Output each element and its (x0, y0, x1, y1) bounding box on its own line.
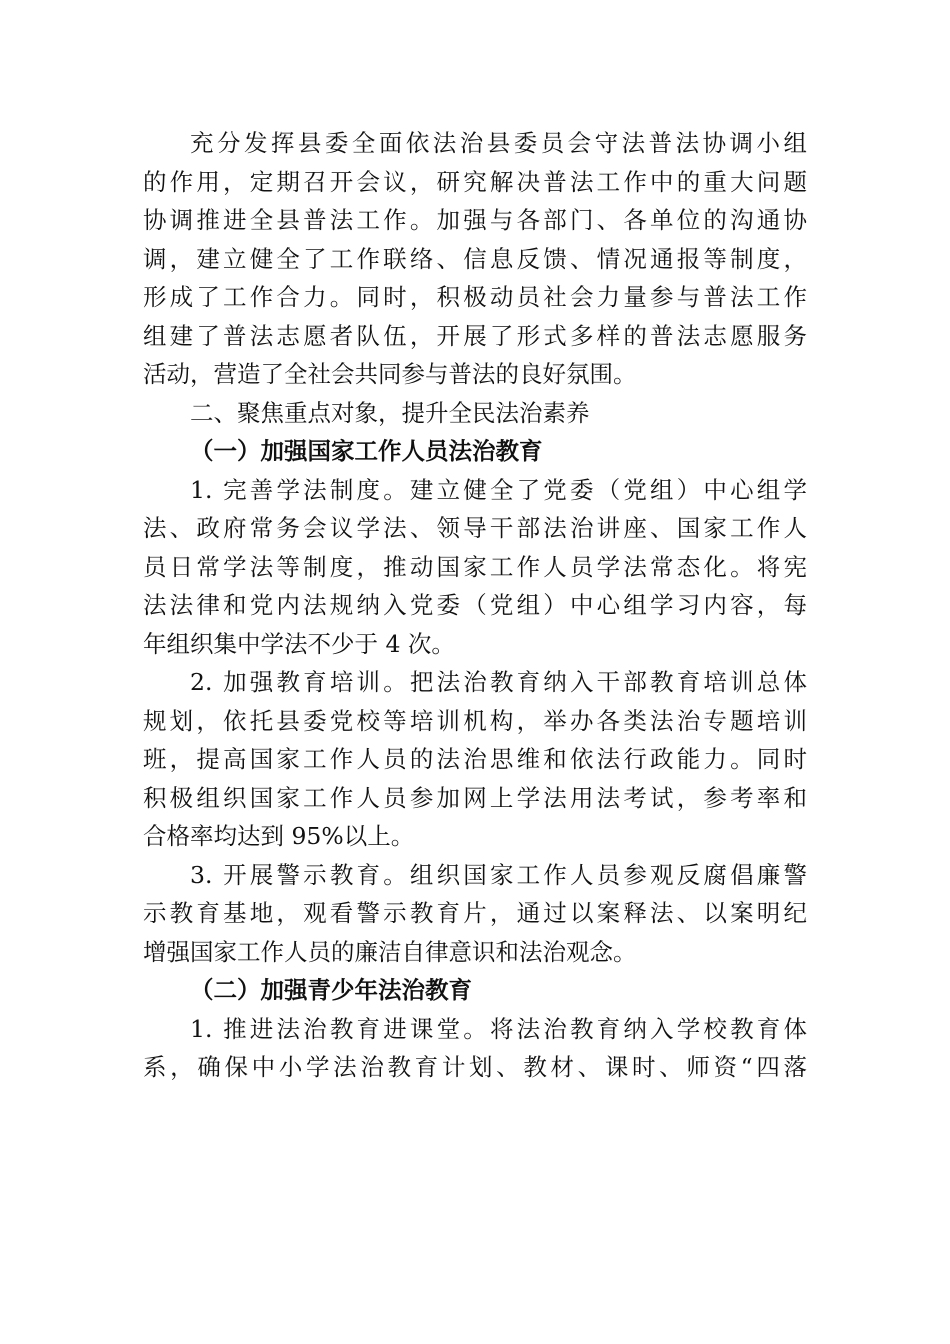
text-line: 法、政府常务会议学法、领导干部法治讲座、国家工作人 (143, 514, 807, 542)
text-line: 协调推进全县普法工作。加强与各部门、各单位的沟通协 (143, 206, 807, 234)
text-line: 班，提高国家工作人员的法治思维和依法行政能力。同时 (143, 745, 807, 773)
text-line: 示教育基地，观看警示教育片，通过以案释法、以案明纪 (143, 899, 807, 927)
text-line: 1. 推进法治教育进课堂。将法治教育纳入学校教育体 (190, 1014, 807, 1043)
text-line: 规划，依托县委党校等培训机构，举办各类法治专题培训 (143, 706, 807, 735)
text-line: 二、聚焦重点对象，提升全民法治素养 (190, 398, 590, 427)
text-line: 增强国家工作人员的廉洁自律意识和法治观念。 (143, 937, 637, 966)
text-line: 合格率均达到 95%以上。 (143, 822, 415, 850)
text-line: 法法律和党内法规纳入党委（党组）中心组学习内容，每 (143, 591, 807, 619)
text-line: 充分发挥县委全面依法治县委员会守法普法协调小组 (190, 129, 807, 157)
section-heading: （一）加强国家工作人员法治教育 (190, 437, 543, 465)
text-line: 3. 开展警示教育。组织国家工作人员参观反腐倡廉警 (190, 860, 807, 889)
text-line: 组建了普法志愿者队伍，开展了形式多样的普法志愿服务 (143, 321, 807, 350)
text-line: 的作用，定期召开会议，研究解决普法工作中的重大问题 (143, 167, 807, 196)
text-line: 2. 加强教育培训。把法治教育纳入干部教育培训总体 (190, 668, 807, 696)
text-line: 形成了工作合力。同时，积极动员社会力量参与普法工作 (143, 283, 807, 311)
document-page (143, 124, 807, 1087)
text-line: 积极组织国家工作人员参加网上学法用法考试，参考率和 (143, 783, 807, 812)
text-line: 员日常学法等制度，推动国家工作人员学法常态化。将宪 (143, 552, 807, 581)
text-line: 调，建立健全了工作联络、信息反馈、情况通报等制度， (143, 244, 807, 273)
text-line: 年组织集中学法不少于 4 次。 (143, 629, 455, 658)
text-line: 系，确保中小学法治教育计划、教材、课时、师资“四落 (143, 1053, 807, 1081)
text-line: 1. 完善学法制度。建立健全了党委（党组）中心组学 (190, 475, 807, 504)
section-heading: （二）加强青少年法治教育 (190, 976, 472, 1004)
text-line: 活动，营造了全社会共同参与普法的良好氛围。 (143, 360, 637, 388)
